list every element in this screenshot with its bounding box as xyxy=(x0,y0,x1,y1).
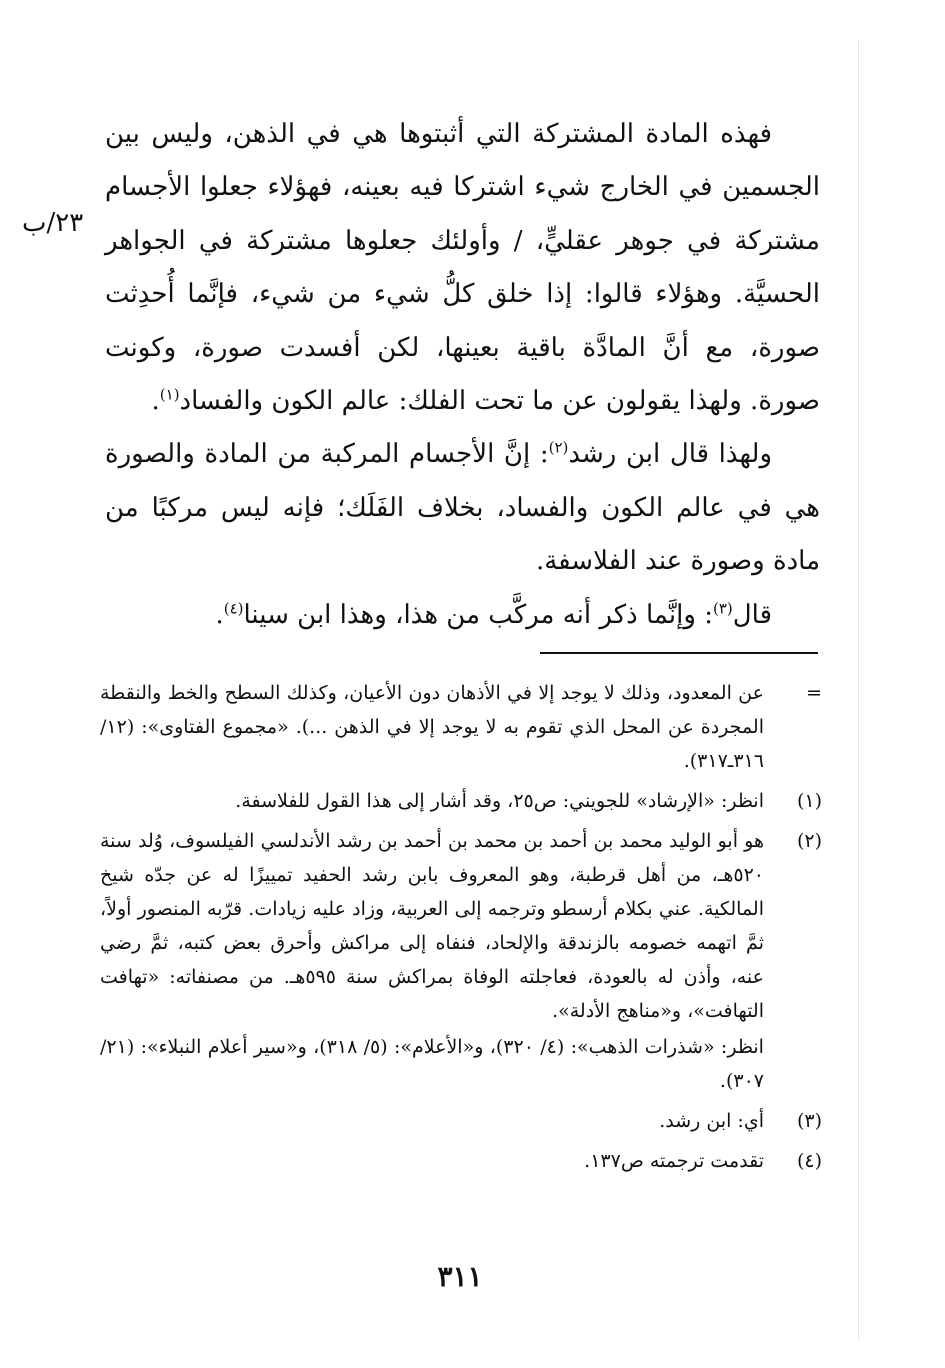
footnote-paragraph: تقدمت ترجمته ص١٣٧. xyxy=(584,1150,764,1172)
footnote-paragraph: هو أبو الوليد محمد بن أحمد بن محمد بن أحمد بن رشد الأندلسي الفيلسوف، وُلد سنة ٥٢٠هـ، من أهل قرطبة، وهو المعروف بابن رشد الحفيد تمييزًا له عن جدّه شيخ المالكية. عني بكلام أرسطو وترجمه إلى العربية، وزاد عليه زيادات. قرّبه المنصور أولاً، ثمَّ اتهمه خصومه بالزندقة والإلحاد، فنفاه إلى مراكش وأحرق بعض كتبه، ثمَّ رضي عنه، وأذن له بالعودة، فعاجلته الوفاة بمراكش سنة ٥٩٥هـ. من مصنفاته: «تهافت التهافت»، و«مناهج الأدلة». xyxy=(100,830,764,1022)
footnote xyxy=(100,784,822,818)
footnote-text xyxy=(100,824,764,1098)
footnote-text xyxy=(100,676,764,778)
footnote-number: = xyxy=(806,682,822,704)
paragraph-text: قال xyxy=(732,599,772,630)
footnote-text xyxy=(100,1144,764,1178)
footnote xyxy=(100,1144,822,1178)
footnote xyxy=(100,824,822,1098)
paragraph-text: . xyxy=(151,386,160,417)
footnote-text xyxy=(100,784,764,818)
paragraph-text: : إنَّ الأجسام المركبة من المادة والصورة هي في عالم الكون والفساد، بخلاف الفَلَك؛ فإنه ليس مركبًا من مادة وصورة عند الفلاسفة. xyxy=(105,439,820,577)
footnote-paragraph: عن المعدود، وذلك لا يوجد إلا في الأذهان دون الأعيان، وكذلك السطح والخط والنقطة المجردة عن المحل الذي تقوم به لا يوجد إلا في الذهن ...). «مجموع الفتاوى»: (١٢/ ٣١٦ـ٣١٧). xyxy=(100,682,764,772)
paragraph xyxy=(105,108,820,428)
footnote-ref: (٤) xyxy=(223,599,244,617)
paragraph xyxy=(105,428,820,588)
main-text xyxy=(105,108,820,642)
paragraph xyxy=(105,589,820,642)
footnote-number: (١) xyxy=(796,790,822,812)
footnotes xyxy=(100,676,822,1184)
paragraph-text: فهذه المادة المشتركة التي أثبتوها هي في الذهن، وليس بين الجسمين في الخارج شيء اشتركا فيه بعينه، فهؤلاء جعلوا الأجسام مشتركة في جوهر عقليٍّ، / وأولئك جعلوها مشتركة في الجواهر الحسيَّة. وهؤلاء قالوا: إذا خلق كلُّ شيء من شيء، فإنَّما أُحدِثت صورة، مع أنَّ المادَّة باقية بعينها، لكن أفسدت صورة، وكونت صورة. ولهذا يقولون عن ما تحت الفلك: عالم الكون والفساد xyxy=(105,119,820,417)
paragraph-text: . xyxy=(215,599,224,630)
footnote-paragraph: انظر: «شذرات الذهب»: (٤/ ٣٢٠)، و«الأعلام»: (٥/ ٣١٨)، و«سير أعلام النبلاء»: (٢١/ ٣٠٧). xyxy=(100,1036,764,1092)
footnote-ref: (١) xyxy=(159,385,180,404)
footnote-ref: (٣) xyxy=(712,599,733,617)
page-number: ٣١١ xyxy=(437,1260,483,1293)
paragraph-text: : وإنَّما ذكر أنه مركَّب من هذا، وهذا ابن سينا xyxy=(243,599,713,630)
footnote-number: (٤) xyxy=(796,1150,822,1172)
scan-edge-rule xyxy=(858,40,859,1340)
footnote-divider xyxy=(540,652,818,654)
footnote xyxy=(100,676,822,778)
footnote-number: (٣) xyxy=(796,1110,822,1132)
footnote xyxy=(100,1104,822,1138)
footnote-paragraph: انظر: «الإرشاد» للجويني: ص٢٥، وقد أشار إلى هذا القول للفلاسفة. xyxy=(235,790,764,812)
footnote-paragraph: أي: ابن رشد. xyxy=(659,1110,764,1132)
footnote-text xyxy=(100,1104,764,1138)
margin-folio-note: ٢٣/ب xyxy=(22,208,84,238)
paragraph-text: ولهذا قال ابن رشد xyxy=(568,439,772,470)
footnote-ref: (٢) xyxy=(548,438,569,457)
footnote-number: (٢) xyxy=(796,830,822,852)
